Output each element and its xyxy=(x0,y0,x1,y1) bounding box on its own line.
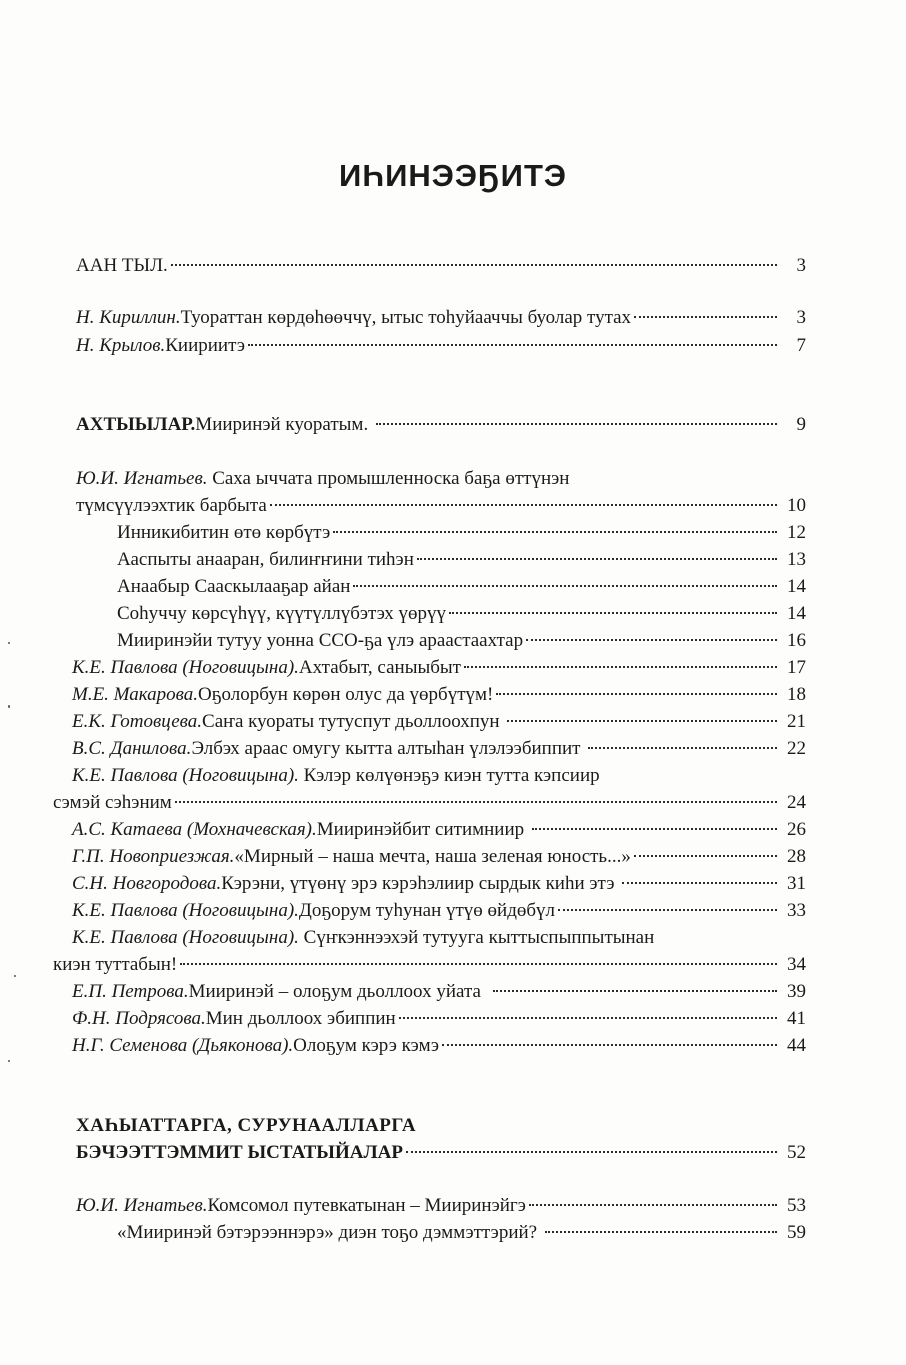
toc-dot-leader xyxy=(532,828,777,830)
toc-page-number: 10 xyxy=(787,495,806,516)
scan-speck xyxy=(14,975,16,977)
toc-entry-first-line xyxy=(72,925,654,951)
toc-page-number: 14 xyxy=(787,576,806,597)
toc-page-number: 44 xyxy=(787,1035,806,1056)
toc-author: Ю.И. Игнатьев. xyxy=(76,468,208,489)
toc-title: Мииринэйи тутуу уонна ССО-ҕа үлэ араастаахтар xyxy=(117,630,524,651)
scan-speck xyxy=(8,1060,10,1062)
toc-dot-leader xyxy=(175,801,777,803)
toc-entry xyxy=(53,790,806,816)
toc-title: Ааспыты анааран, билиҥҥини тиһэн xyxy=(117,549,414,570)
toc-page-number: 3 xyxy=(796,307,806,328)
toc-dot-leader xyxy=(376,423,777,425)
toc-section-label: БЭЧЭЭТТЭММИТ ЫСТАТЫЙАЛАР xyxy=(76,1142,403,1163)
toc-title: Элбэх араас омугу кытта алтыһан үлэлээбиппит xyxy=(191,738,586,759)
toc-entry-first-line xyxy=(72,763,600,789)
toc-title: Соһуччу көрсүһүү, күүтүллүбэтэх үөрүү xyxy=(117,603,446,624)
toc-dot-leader xyxy=(270,504,777,506)
toc-dot-leader xyxy=(442,1044,777,1046)
toc-title: Анаабыр Сааскылааҕар айан xyxy=(117,576,351,597)
toc-entry xyxy=(117,574,806,600)
toc-title: киэн туттабын! xyxy=(53,954,178,975)
toc-dot-leader xyxy=(622,882,777,884)
toc-title: Мииринэй – олоҕум дьоллоох уйата xyxy=(188,981,491,1002)
toc-page-number: 52 xyxy=(787,1142,806,1163)
toc-page-number: 17 xyxy=(787,657,806,678)
toc-page-number: 53 xyxy=(787,1195,806,1216)
toc-title: «Мииринэй бэтэрээннэрэ» диэн тоҕо дэммэттэрий? xyxy=(117,1222,542,1243)
toc-title: Мииринэйбит ситимниир xyxy=(316,819,529,840)
toc-page-number: 21 xyxy=(787,711,806,732)
toc-title: Саха ыччата промышленноска баҕа өттүнэн xyxy=(212,468,570,489)
toc-title: түмсүүлээхтик барбыта xyxy=(76,495,267,516)
toc-title: Саҥа куораты тутуспут дьоллоохпун xyxy=(202,711,505,732)
toc-title: Инникибитин өтө көрбүтэ xyxy=(117,522,331,543)
toc-title: Доҕорум туһунан үтүө өйдөбүл xyxy=(298,900,556,921)
toc-entry xyxy=(72,979,806,1005)
toc-author: М.Е. Макарова. xyxy=(72,684,199,705)
toc-entry xyxy=(76,305,806,331)
toc-entry xyxy=(76,493,806,519)
toc-entry-first-line xyxy=(76,466,569,492)
toc-dot-leader xyxy=(507,720,777,722)
toc-entry xyxy=(72,736,806,762)
toc-title: Ахтабыт, саныыбыт xyxy=(298,657,461,678)
toc-page-number: 12 xyxy=(787,522,806,543)
toc-author: Н. Крылов. xyxy=(76,335,166,356)
toc-title: Оҕолорбун көрөн олус да үөрбүтүм! xyxy=(198,684,494,705)
toc-entry xyxy=(72,709,806,735)
toc-dot-leader xyxy=(464,666,777,668)
toc-dot-leader xyxy=(417,558,777,560)
toc-title: сэмэй сэһэним xyxy=(53,792,172,813)
toc-entry xyxy=(72,1006,806,1032)
toc-dot-leader xyxy=(545,1231,777,1233)
toc-dot-leader xyxy=(171,264,777,266)
toc-page-number: 9 xyxy=(796,414,806,435)
toc-title: ААН ТЫЛ. xyxy=(76,255,168,276)
toc-dot-leader xyxy=(493,990,777,992)
toc-page-number: 41 xyxy=(787,1008,806,1029)
toc-title: Киириитэ xyxy=(165,335,246,356)
toc-section-label: АХТЫЫЛАР. xyxy=(76,414,196,435)
toc-author: С.Н. Новгородова. xyxy=(72,873,222,894)
toc-dot-leader xyxy=(333,531,777,533)
toc-entry xyxy=(72,817,806,843)
toc-title: Мииринэй куоратым. xyxy=(195,414,373,435)
toc-title: Олоҕум кэрэ кэмэ xyxy=(293,1035,440,1056)
toc-entry xyxy=(76,1140,806,1166)
toc-entry xyxy=(117,547,806,573)
toc-page-number: 26 xyxy=(787,819,806,840)
toc-entry xyxy=(76,412,806,438)
toc-entry xyxy=(72,844,806,870)
toc-dot-leader xyxy=(588,747,777,749)
toc-author: Е.К. Готовцева. xyxy=(72,711,203,732)
toc-dot-leader xyxy=(526,639,777,641)
toc-entry xyxy=(76,333,806,359)
toc-entry xyxy=(53,952,806,978)
toc-author: К.Е. Павлова (Ноговицына). xyxy=(72,657,299,678)
toc-author: Г.П. Новоприезжая. xyxy=(72,846,235,867)
toc-title: Мин дьоллоох эбиппин xyxy=(205,1008,396,1029)
toc-author: К.Е. Павлова (Ноговицына). xyxy=(72,900,299,921)
toc-entry xyxy=(117,601,806,627)
section-heading: ХАҺЫАТТАРГА, СУРУНААЛЛАРГА xyxy=(76,1115,417,1136)
toc-dot-leader xyxy=(558,909,777,911)
toc-page-number: 24 xyxy=(787,792,806,813)
toc-page-number: 18 xyxy=(787,684,806,705)
toc-entry xyxy=(72,655,806,681)
toc-page-number: 28 xyxy=(787,846,806,867)
toc-dot-leader xyxy=(406,1151,777,1153)
toc-page-number: 59 xyxy=(787,1222,806,1243)
toc-dot-leader xyxy=(529,1204,777,1206)
toc-entry xyxy=(117,628,806,654)
toc-title: Комсомол путевкатынан – Мииринэйгэ xyxy=(207,1195,526,1216)
toc-author: Н.Г. Семенова (Дьяконова). xyxy=(72,1035,294,1056)
toc-page-number: 14 xyxy=(787,603,806,624)
toc-author: Ю.И. Игнатьев. xyxy=(76,1195,208,1216)
toc-page-number: 33 xyxy=(787,900,806,921)
scan-speck xyxy=(8,642,10,644)
page-title: ИҺИНЭЭҔИТЭ xyxy=(339,158,567,193)
toc-page-number: 22 xyxy=(787,738,806,759)
toc-page-number: 16 xyxy=(787,630,806,651)
toc-page-number: 13 xyxy=(787,549,806,570)
toc-author: Е.П. Петрова. xyxy=(72,981,189,1002)
toc-page-number: 31 xyxy=(787,873,806,894)
toc-title: Кэрэни, үтүөнү эрэ кэрэһэлиир сырдык киһи этэ xyxy=(221,873,620,894)
toc-entry xyxy=(72,682,806,708)
toc-page-number: 39 xyxy=(787,981,806,1002)
toc-author: Н. Кириллин. xyxy=(76,307,181,328)
toc-dot-leader xyxy=(399,1017,777,1019)
toc-dot-leader xyxy=(634,855,777,857)
toc-title: Туораттан көрдөһөөччү, ытыс тоһуйааччы буолар тутах xyxy=(180,307,632,328)
toc-title: Сүҥкэннээхэй тутууга кыттыспыппытынан xyxy=(303,927,655,948)
toc-dot-leader xyxy=(248,344,777,346)
toc-title: Кэлэр көлүөнэҕэ киэн тутта кэпсиир xyxy=(303,765,600,786)
toc-author: Ф.Н. Подрясова. xyxy=(72,1008,206,1029)
toc-dot-leader xyxy=(180,963,777,965)
toc-dot-leader xyxy=(634,316,777,318)
toc-author: К.Е. Павлова (Ноговицына). xyxy=(72,765,299,786)
toc-dot-leader xyxy=(496,693,777,695)
toc-dot-leader xyxy=(449,612,777,614)
toc-entry xyxy=(72,898,806,924)
toc-author: К.Е. Павлова (Ноговицына). xyxy=(72,927,299,948)
toc-entry xyxy=(76,1193,806,1219)
toc-dot-leader xyxy=(353,585,777,587)
toc-page-number: 34 xyxy=(787,954,806,975)
toc-entry xyxy=(72,1033,806,1059)
toc-author: В.С. Данилова. xyxy=(72,738,192,759)
toc-entry xyxy=(76,253,806,279)
toc-entry xyxy=(117,1220,806,1246)
toc-page-number: 7 xyxy=(796,335,806,356)
toc-title: «Мирный – наша мечта, наша зеленая юность...» xyxy=(234,846,631,867)
toc-entry xyxy=(117,520,806,546)
toc-entry xyxy=(72,871,806,897)
toc-page-number: 3 xyxy=(796,255,806,276)
toc-author: А.С. Катаева (Мохначевская). xyxy=(72,819,317,840)
scan-speck xyxy=(8,705,10,708)
